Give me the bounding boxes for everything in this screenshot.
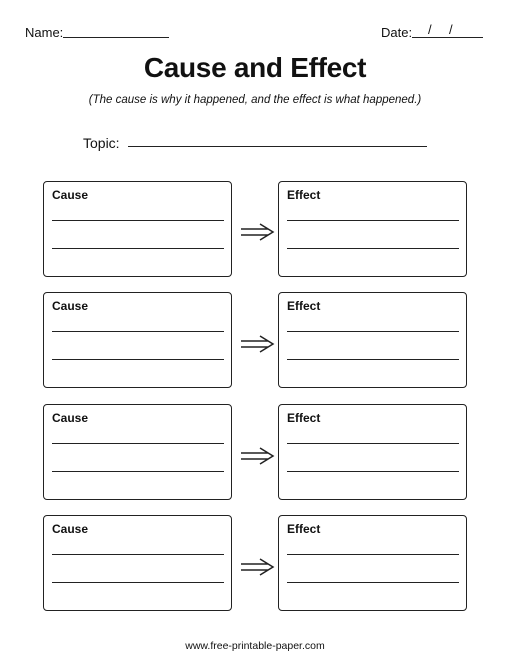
effect-box (278, 515, 467, 611)
double-right-arrow-icon (240, 557, 276, 577)
topic-field[interactable] (128, 133, 427, 147)
cause-line[interactable] (52, 359, 224, 360)
date-field[interactable] (412, 24, 483, 38)
cause-label: Cause (52, 299, 89, 313)
effect-label: Effect (287, 522, 321, 536)
effect-label: Effect (287, 299, 321, 313)
effect-line[interactable] (287, 359, 459, 360)
effect-line[interactable] (287, 220, 459, 221)
date-label: Date: (381, 25, 413, 40)
cause-line[interactable] (52, 471, 224, 472)
page-title: Cause and Effect (143, 52, 367, 83)
footer-url: www.free-printable-paper.com (185, 640, 325, 652)
topic-label: Topic: (83, 135, 120, 151)
name-field[interactable] (63, 24, 169, 38)
page-subtitle: (The cause is why it happened, and the effect is what happened.) (88, 94, 422, 106)
cause-box (43, 404, 232, 500)
effect-line[interactable] (287, 471, 459, 472)
cause-box (43, 292, 232, 388)
effect-line[interactable] (287, 331, 459, 332)
effect-box (278, 292, 467, 388)
name-label: Name: (25, 25, 64, 40)
cause-label: Cause (52, 188, 89, 202)
effect-line[interactable] (287, 248, 459, 249)
cause-line[interactable] (52, 220, 224, 221)
effect-label: Effect (287, 188, 321, 202)
double-right-arrow-icon (240, 334, 276, 354)
cause-line[interactable] (52, 331, 224, 332)
effect-box (278, 404, 467, 500)
effect-label: Effect (287, 411, 321, 425)
cause-label: Cause (52, 411, 89, 425)
effect-line[interactable] (287, 554, 459, 555)
cause-line[interactable] (52, 443, 224, 444)
double-right-arrow-icon (240, 222, 276, 242)
effect-line[interactable] (287, 443, 459, 444)
double-right-arrow-icon (240, 446, 276, 466)
effect-box (278, 181, 467, 277)
date-separator-2: / (449, 22, 453, 37)
date-separator-1: / (428, 22, 432, 37)
cause-label: Cause (52, 522, 89, 536)
cause-line[interactable] (52, 582, 224, 583)
cause-line[interactable] (52, 248, 224, 249)
cause-box (43, 515, 232, 611)
cause-line[interactable] (52, 554, 224, 555)
effect-line[interactable] (287, 582, 459, 583)
cause-box (43, 181, 232, 277)
